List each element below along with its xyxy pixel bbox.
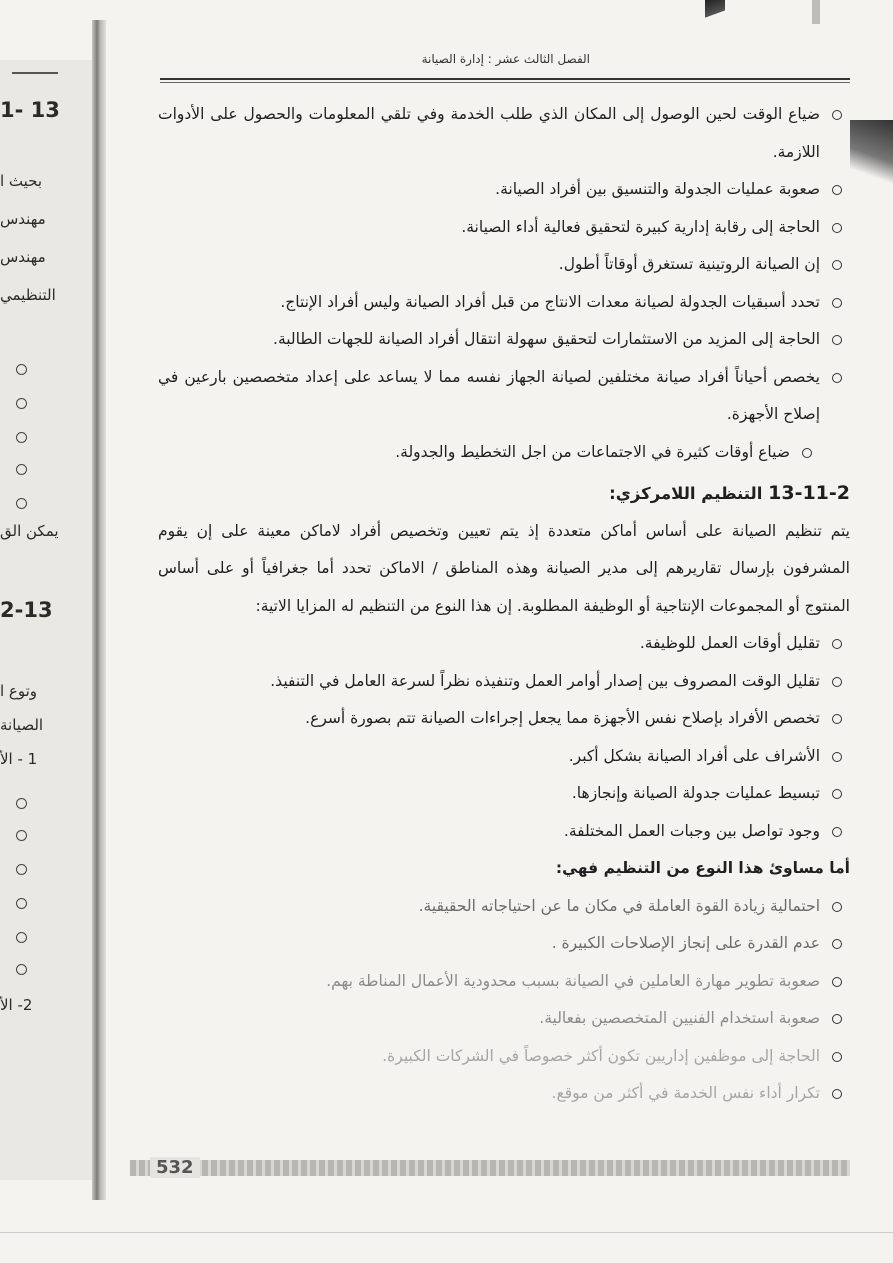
bullet-circle-icon: [832, 902, 842, 912]
strip-bullet: [16, 364, 27, 375]
list-item-text: الحاجة إلى رقابة إدارية كبيرة لتحقيق فعالية أداء الصيانة.: [461, 217, 820, 236]
strip-text: وتوع ا: [0, 682, 38, 700]
list-item: [158, 1000, 850, 1038]
list-item: [158, 775, 850, 813]
list-item: [158, 96, 850, 171]
scan-artifact: [705, 0, 725, 22]
book-spine: [92, 20, 106, 1200]
scan-artifact: [812, 0, 820, 24]
scan-artifact: [850, 120, 893, 190]
strip-bullet: [16, 498, 27, 509]
bullet-circle-icon: [832, 827, 842, 837]
bullet-circle-icon: [832, 677, 842, 687]
list-item: [158, 700, 850, 738]
list-item-text: تحدد أسبقيات الجدولة لصيانة معدات الانتاج من قبل أفراد الصيانة وليس أفراد الإنتاج.: [280, 292, 820, 311]
list-item-text: صعوبة استخدام الفنيين المتخصصين بفعالية.: [539, 1009, 820, 1027]
adjacent-page-strip: [0, 60, 92, 1180]
disadvantages-heading: أما مساوئ هذا النوع من التنظيم فهي:: [555, 859, 850, 877]
strip-bullet: [16, 432, 27, 443]
list-item-text: احتمالية زيادة القوة العاملة في مكان ما عن احتياجاته الحقيقية.: [418, 896, 820, 915]
strip-text: 2- الأ: [0, 996, 33, 1014]
bullet-circle-icon: [832, 185, 842, 195]
bullet-circle-icon: [832, 298, 842, 308]
list-item-text: يخصص أحياناً أفراد صيانة مختلفين لصيانة الجهاز نفسه مما لا يساعد على إعداد متخصصين بارعين في إصلاح الأجهزة.: [158, 367, 820, 423]
strip-text: 1 - الأ: [0, 750, 38, 768]
list-item-text: صعوبة تطوير مهارة العاملين في الصيانة بسبب محدودية الأعمال المناطة بهم.: [326, 971, 820, 990]
strip-bullet: [16, 398, 27, 409]
strip-bullet: [16, 898, 27, 909]
list-item: [158, 321, 850, 359]
bullet-circle-icon: [832, 789, 842, 799]
list-item-text: ضياع أوقات كثيرة في الاجتماعات من اجل التخطيط والجدولة.: [395, 442, 790, 461]
bullet-circle-icon: [832, 1014, 842, 1024]
bullet-circle-icon: [832, 110, 842, 120]
list-item: [158, 209, 850, 247]
list-item: [158, 171, 850, 209]
bullet-circle-icon: [832, 260, 842, 270]
bullet-circle-icon: [832, 939, 842, 949]
section-number: 13-11-2: [768, 482, 850, 504]
bullet-circle-icon: [802, 448, 812, 458]
list-item: [158, 963, 850, 1001]
strip-rule: [12, 72, 58, 74]
page-number: 532: [150, 1157, 200, 1178]
strip-text: التنظيمي: [0, 286, 56, 304]
list-item-text: ضياع الوقت لحين الوصول إلى المكان الذي طلب الخدمة وفي تلقي المعلومات والحصول على الأدوات اللازمة.: [158, 105, 820, 161]
list-item-text: إن الصيانة الروتينية تستغرق أوقاتاً أطول.: [558, 255, 820, 273]
strip-bullet: [16, 830, 27, 841]
list-item: [158, 1075, 850, 1113]
list-item: [158, 813, 850, 851]
strip-text: مهندس: [0, 248, 46, 266]
header-rule: [160, 78, 850, 80]
bullet-circle-icon: [832, 714, 842, 724]
bullet-circle-icon: [832, 1052, 842, 1062]
bullet-circle-icon: [832, 752, 842, 762]
list-item: [158, 738, 850, 776]
list-item-text: تقليل الوقت المصروف بين إصدار أوامر العمل وتنفيذه نظراً لسرعة العامل في التنفيذ.: [270, 671, 820, 690]
bullet-circle-icon: [832, 639, 842, 649]
list-item: [158, 625, 850, 663]
list-item-text: تكرار أداء نفس الخدمة في أكثر من موقع.: [551, 1084, 820, 1102]
header-rule: [160, 82, 850, 83]
strip-text: بحيث ا: [0, 172, 43, 190]
list-item-text: تخصص الأفراد بإصلاح نفس الأجهزة مما يجعل إجراءات الصيانة تتم بصورة أسرع.: [305, 709, 820, 727]
list-item-text: الحاجة إلى المزيد من الاستثمارات لتحقيق سهولة انتقال أفراد الصيانة للجهات الطالبة.: [273, 330, 820, 348]
list-item-text: تقليل أوقات العمل للوظيفة.: [639, 634, 820, 652]
page-content: [158, 96, 850, 1113]
bullet-circle-icon: [832, 335, 842, 345]
strip-text: 13 -1: [0, 98, 60, 122]
section-title: التنظيم اللامركزي:: [609, 484, 763, 503]
bullet-circle-icon: [832, 223, 842, 233]
section-heading: [158, 475, 850, 513]
list-item-text: الأشراف على أفراد الصيانة بشكل أكبر.: [568, 746, 820, 765]
list-item: [158, 925, 850, 963]
chapter-header: الفصل الثالث عشر : إدارة الصيانة: [421, 52, 590, 66]
section-paragraph: يتم تنظيم الصيانة على أساس أماكن متعددة إذ يتم تعيين وتخصيص أفراد لاماكن معينة على إن يقوم المشرفون بإرسال تقاريرهم إلى مدير الصيانة وهذه المناطق / الاماكن تحدد أما جغرافياً أو على أساس المنتوج أو المجموعات الإنتاجية أو الوظيفة المطلوبة. إن هذا النوع من التنظيم له المزايا الاتية:: [158, 521, 850, 615]
strip-text: الصيانة: [0, 716, 44, 734]
list-item-text: عدم القدرة على إنجاز الإصلاحات الكبيرة .: [551, 934, 820, 952]
list-item-text: الحاجة إلى موظفين إداريين تكون أكثر خصوصاً في الشركات الكبيرة.: [382, 1046, 820, 1065]
list-item: [158, 246, 850, 284]
bullet-circle-icon: [832, 1089, 842, 1099]
list-item: [158, 359, 850, 434]
disadvantages-list: [158, 888, 850, 1113]
strip-text: يمكن الق: [0, 522, 59, 540]
page-edge: [0, 1232, 893, 1233]
book-page: [110, 40, 850, 1220]
list-item: [158, 434, 850, 472]
strip-bullet: [16, 964, 27, 975]
list-item-text: وجود تواصل بين وجبات العمل المختلفة.: [563, 821, 820, 840]
bullet-circle-icon: [832, 373, 842, 383]
strip-bullet: [16, 932, 27, 943]
list-item: [158, 888, 850, 926]
list-item: [158, 663, 850, 701]
centralized-disadvantages-list: [158, 96, 850, 471]
strip-text: 2-13: [0, 598, 53, 622]
bullet-circle-icon: [832, 977, 842, 987]
list-item: [158, 1038, 850, 1076]
strip-bullet: [16, 864, 27, 875]
strip-bullet: [16, 464, 27, 475]
strip-text: مهندس: [0, 210, 46, 228]
page-footer-band: [130, 1160, 850, 1176]
advantages-list: [158, 625, 850, 850]
strip-bullet: [16, 798, 27, 809]
list-item: [158, 284, 850, 322]
list-item-text: صعوبة عمليات الجدولة والتنسيق بين أفراد الصيانة.: [495, 180, 820, 198]
list-item-text: تبسيط عمليات جدولة الصيانة وإنجازها.: [571, 784, 820, 802]
